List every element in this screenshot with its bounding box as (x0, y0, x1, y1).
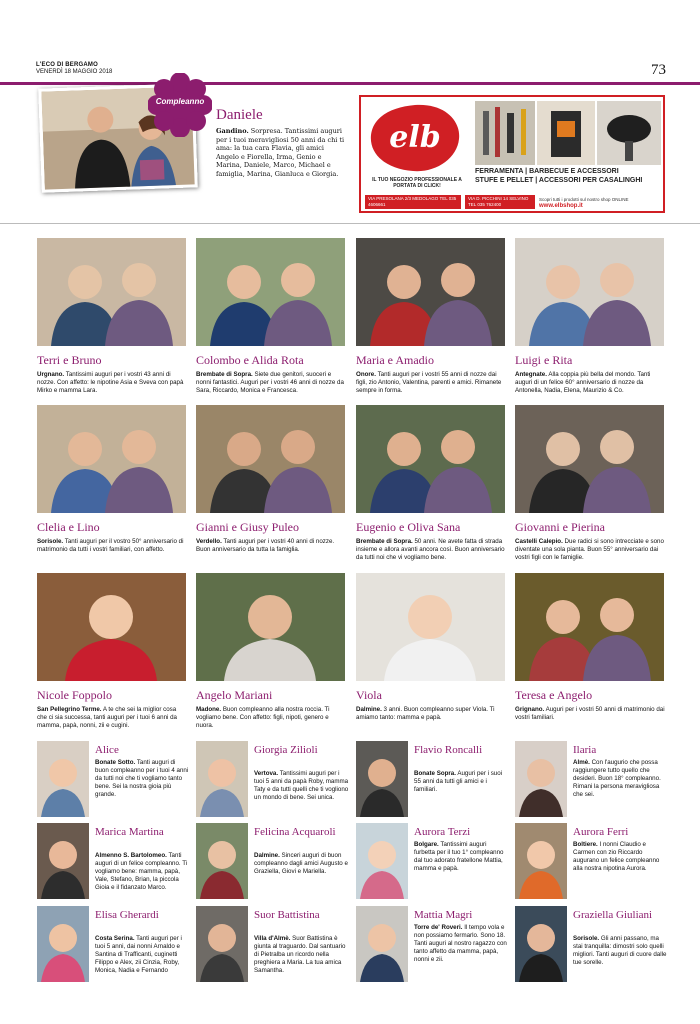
small-entry-place: Sorisole. (573, 935, 600, 942)
entry-name: Eugenio e Oliva Sana (356, 520, 461, 534)
entry-text: 50 anni. Ne avete fatta di strada insieme e allora avanti ancora così. Buon anniversario da tutti noi che vi vogliamo bene. (356, 538, 505, 561)
small-entry-text: Il tempo vola e non possiamo fermarlo. Sono 18. Tanti auguri al nostro ragazzo con tanto affetto da mamma, papà, nonni e zii. (414, 924, 507, 963)
entry-place: Verdello. (196, 538, 222, 545)
entry-name: Teresa e Angelo (515, 688, 593, 702)
entry-photo (196, 405, 345, 513)
entry-photo (515, 238, 664, 346)
entry-name: Clelia e Lino (37, 520, 100, 534)
small-entry-message (414, 770, 509, 794)
small-entry-message (95, 935, 190, 975)
badge-label: Compleanno (155, 97, 205, 106)
small-entry-photo (37, 906, 89, 982)
entry-photo (37, 573, 186, 681)
small-entry-text: Gli anni passano, ma stai tranquilla: dimostri solo quelli migliori. Tanti auguri di cuore dalle tue sorelle. (573, 935, 667, 966)
small-entry-message (573, 935, 668, 967)
entry-name: Angelo Mariani (196, 688, 273, 702)
ad-headline-1: FERRAMENTA | BARBECUE E ACCESSORI (475, 168, 619, 175)
entry-message (37, 706, 187, 730)
svg-text:elb: elb (389, 120, 441, 155)
small-entry-name: Felicina Acquaroli (254, 826, 336, 838)
small-entry-photo (356, 906, 408, 982)
featured-name: Daniele (216, 107, 263, 123)
small-entry-place: Vertova. (254, 770, 279, 777)
entry-name: Luigi e Rita (515, 353, 573, 367)
small-entry-photo (196, 906, 248, 982)
small-entry-name: Suor Battistina (254, 909, 320, 921)
small-entry-photo (196, 823, 248, 899)
small-entry-name: Flavio Roncalli (414, 744, 483, 756)
entry-name: Gianni e Giusy Puleo (196, 520, 299, 534)
ad-address-selvino: VIA D. PICCHINI 14 SELVINO TEL 035 762400 (465, 195, 535, 209)
entry-message (37, 538, 187, 554)
entry-text: 3 anni. Buon compleanno super Viola. Ti amiamo tanto: mamma e papà. (356, 706, 495, 721)
entry-text: Auguri per i vostri 50 anni di matrimonio dai vostri familiari. (515, 706, 665, 721)
small-entry-text: Suor Battistina è giunta al traguardo. Dal santuario di Pietralba un ricordo nella preghiera a Maria. La tua amica Samantha. (254, 935, 346, 974)
elb-logo (365, 101, 465, 175)
entry-place: Castelli Calepio. (515, 538, 563, 545)
entry-place: Brembate di Sopra. (356, 538, 413, 545)
entry-place: Onore. (356, 371, 376, 378)
small-entry-message (254, 770, 349, 802)
small-entry-message (573, 841, 668, 873)
small-entry-place: Villa d'Almè. (254, 935, 291, 942)
entry-photo (37, 238, 186, 346)
entry-place: Antegnate. (515, 371, 547, 378)
entry-place: San Pellegrino Terme. (37, 706, 102, 713)
small-entry-text: Tanti auguri per i tuoi 5 anni, dai nonni Arnaldo e Santina di Trafficanti, cuginetti Filippo e Alex, zii Cinzia, Roby, Monica, Nadia e Fernando (95, 935, 182, 974)
small-entry-text: Tanti auguri di un felice compleanno. Ti vogliamo bene: mamma, papà, Vale, Stefano, Brian, la piccola Gioia e il fidanzato Marco. (95, 852, 188, 891)
small-entry-photo (515, 741, 567, 817)
ad-shop-online[interactable] (539, 197, 663, 209)
entry-place: Sorisole. (37, 538, 64, 545)
small-entry-photo (356, 823, 408, 899)
small-entry-name: Giorgia Zilioli (254, 744, 318, 756)
entry-text: Tanti auguri per i vostri 40 anni di nozze. Buon anniversario da tutta la famiglia. (196, 538, 335, 553)
entry-message (196, 371, 346, 395)
entry-text: Tanti auguri per il vostro 50° anniversario di matrimonio da tutti i vostri familiari, con affetto. (37, 538, 184, 553)
ad-product-photos (475, 101, 661, 165)
entry-text: Due radici si sono intrecciate e sono diventate una sola pianta. Buon 55° anniversario dai vostri figli con le famiglie. (515, 538, 664, 561)
ad-address-medolago: VIA PRESOLANA 2/3 MEDOLAGO TEL 035 4606661 (365, 195, 461, 209)
entry-photo (356, 573, 505, 681)
small-entry-place: Costa Serina. (95, 935, 135, 942)
entry-photo (196, 238, 345, 346)
ad-url: www.elbshop.it (539, 203, 583, 209)
small-entry-name: Graziella Giuliani (573, 909, 653, 921)
page-number: 73 (651, 62, 666, 78)
small-entry-text: Tanti auguri di buon compleanno per i tuoi 4 anni da tutti noi che ti vogliamo tanto bene. Sei la nostra gioia più grande. (95, 759, 189, 798)
entry-message (515, 706, 665, 722)
small-entry-message (95, 852, 190, 892)
entry-message (356, 538, 506, 562)
featured-place: Gandino. (216, 127, 249, 135)
entry-message (356, 706, 506, 722)
small-entry-text: Tantissimi auguri furbetta per il tuo 1° compleanno dal tuo adorato fratellone Mattia, mamma e papà. (414, 841, 504, 872)
entry-name: Maria e Amadio (356, 353, 434, 367)
featured-text: Sorpresa. Tantissimi auguri per i tuoi meravigliosi 50 anni da chi ti ama: la tua cara Flavia, gli amici Angelo e Fiorella, Irma, Genio e Marina, Daniele, Marco, Michael e famiglia, Marina, Gianluca e Giorgia. (216, 127, 345, 178)
small-entry-photo (515, 906, 567, 982)
small-entry-message (414, 924, 509, 964)
entry-name: Colombo e Alida Rota (196, 353, 304, 367)
entry-name: Nicole Foppolo (37, 688, 112, 702)
entry-place: Madone. (196, 706, 222, 713)
small-entry-place: Almè. (573, 759, 590, 766)
entry-text: A te che sei la miglior cosa che ci sia successa, tanti auguri per i tuoi 6 anni da mamma, papà, nonni, zii e cugini. (37, 706, 177, 729)
small-entry-place: Bonate Sopra. (414, 770, 456, 777)
ad-slogan: IL TUO NEGOZIO PROFESSIONALE A PORTATA DI CLICK! (372, 177, 462, 189)
small-entry-place: Bonate Sotto. (95, 759, 136, 766)
entry-message (196, 538, 346, 554)
entry-message (515, 538, 665, 562)
entry-message (356, 371, 506, 395)
small-entry-message (254, 852, 349, 876)
entry-place: Grignano. (515, 706, 545, 713)
small-entry-place: Torre de' Roveri. (414, 924, 463, 931)
entry-photo (515, 573, 664, 681)
small-entry-photo (515, 823, 567, 899)
small-entry-photo (37, 741, 89, 817)
small-entry-message (414, 841, 509, 873)
ad-shop-text: Scopri tutti i prodotti sul nostro shop ONLINE (539, 197, 629, 202)
entry-photo (196, 573, 345, 681)
advertisement[interactable] (359, 95, 665, 213)
masthead (36, 62, 112, 76)
small-entry-place: Bolgare. (414, 841, 439, 848)
ad-headline (475, 167, 661, 185)
entry-place: Dalmine. (356, 706, 382, 713)
entry-text: Alla coppia più bella del mondo. Tanti auguri di un felice 60° anniversario di nozze da Antonella, Nadia, Elena, Maurizio & Co. (515, 371, 651, 394)
small-entry-name: Marica Martina (95, 826, 164, 838)
ad-headline-2: STUFE E PELLET | ACCESSORI PER CASALINGHI (475, 177, 643, 184)
issue-date: VENERDÌ 18 MAGGIO 2018 (36, 69, 113, 75)
small-entry-text: Sinceri auguri di buon compleanno dagli amici Augusto e Graziella, Giovi e Mariella. (254, 852, 348, 875)
small-entry-photo (196, 741, 248, 817)
entry-place: Brembate di Sopra. (196, 371, 253, 378)
small-entry-name: Elisa Gherardi (95, 909, 159, 921)
small-entry-message (95, 759, 190, 799)
entry-photo (515, 405, 664, 513)
entry-message (37, 371, 187, 395)
small-entry-name: Aurora Terzi (414, 826, 471, 838)
entry-photo (356, 238, 505, 346)
entry-place: Urgnano. (37, 371, 65, 378)
small-entry-text: Con l'augurio che possa raggiungere tutto quello che desideri. Buon 18° compleanno. Rimani la persona meravigliosa che sei. (573, 759, 661, 798)
small-entry-name: Alice (95, 744, 119, 756)
entry-text: Tanti auguri per i vostri 55 anni di nozze dai figli, zio Antonio, Valentina, parenti e amici. Rimanete sempre in forma. (356, 371, 502, 394)
entry-name: Giovanni e Pierina (515, 520, 605, 534)
small-entry-place: Dalmine. (254, 852, 280, 859)
small-entry-message (254, 935, 349, 975)
header-rule (0, 82, 700, 85)
small-entry-message (573, 759, 668, 799)
small-entry-text: Auguri per i suoi 55 anni da tutti gli amici e i familiari. (414, 770, 503, 793)
small-entry-name: Mattia Magri (414, 909, 473, 921)
section-rule (0, 223, 700, 224)
small-entry-place: Almenno S. Bartolomeo. (95, 852, 167, 859)
small-entry-photo (356, 741, 408, 817)
entry-name: Terri e Bruno (37, 353, 102, 367)
entry-message (196, 706, 346, 730)
small-entry-name: Ilaria (573, 744, 597, 756)
entry-name: Viola (356, 688, 382, 702)
entry-message (515, 371, 665, 395)
entry-photo (356, 405, 505, 513)
small-entry-photo (37, 823, 89, 899)
entry-text: Buon compleanno alla nostra roccia. Ti vogliamo bene. Con affetto: figli, nipoti, genero e nuora. (196, 706, 330, 729)
small-entry-place: Boltiere. (573, 841, 598, 848)
small-entry-text: Tantissimi auguri per i tuoi 5 anni da papà Roby, mamma Taty e da tutti quelli che ti vogliono un mondo di bene. Sei unica. (254, 770, 349, 801)
newspaper-name: L'ECO DI BERGAMO (36, 62, 98, 68)
entry-text: Tantissimi auguri per i vostri 43 anni di nozze. Con affetto: le nipotine Asia e Sveva con papà Mirko e mamma Lara. (37, 371, 184, 394)
small-entry-name: Aurora Ferri (573, 826, 629, 838)
entry-text: Siete due genitori, suoceri e nonni fantastici. Auguri per i vostri 46 anni di nozze da Sara, Riccardo, Monica e Francesca. (196, 371, 344, 394)
small-entry-text: I nonni Claudio e Carmen con zio Riccardo augurano un felice compleanno alla nostra nipotina Aurora. (573, 841, 660, 872)
featured-message (216, 127, 346, 179)
entry-photo (37, 405, 186, 513)
